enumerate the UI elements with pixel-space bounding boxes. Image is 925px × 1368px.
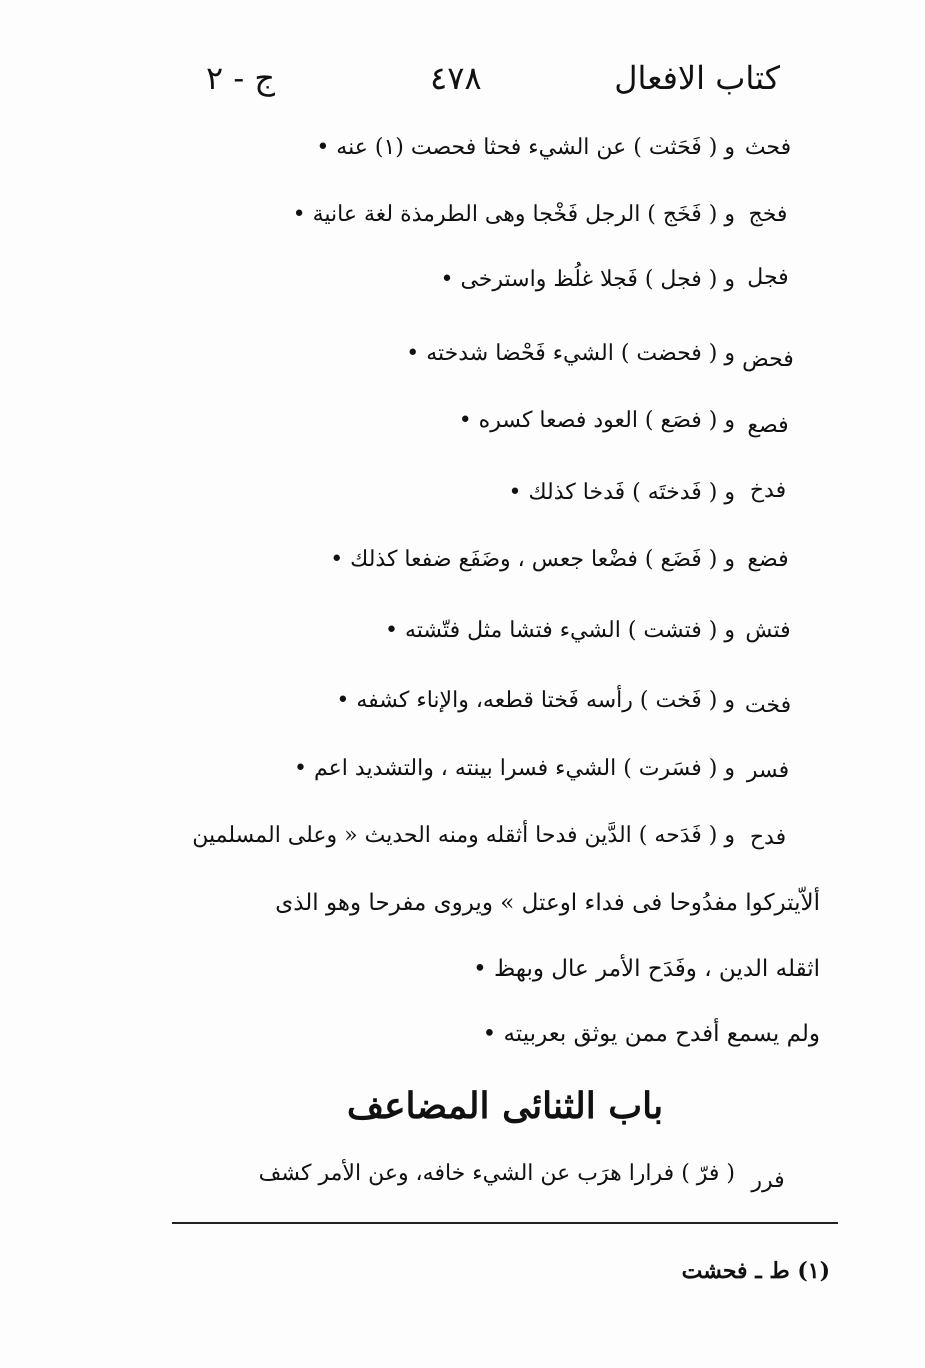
chapter-heading: باب الثنائى المضاعف — [346, 1085, 664, 1127]
book-title: كتاب الافعال — [614, 59, 780, 97]
entry-text: و ( فسَرت ) الشيء فسرا بينته ، والتشديد اعم • — [294, 756, 735, 781]
entry-text: ( فرّ ) فرارا هرَب عن الشيء خافه، وعن الأمر كشف — [258, 1161, 735, 1186]
entry-headword: فرر — [751, 1168, 785, 1193]
entry-text: و ( فَخت ) رأسه فَختا قطعه، والإناء كشفه • — [336, 688, 735, 713]
entry-headword: فدخ — [749, 478, 787, 503]
entry-text: و ( فحضت ) الشيء فَحْضا شدخته • — [406, 341, 735, 366]
entry-text: و ( فَدَحه ) الدَّين فدحا أثقله ومنه الحديث « وعلى المسلمين — [192, 823, 735, 848]
volume-number: ج - ٢ — [206, 59, 275, 97]
entry-headword: فحض — [742, 347, 794, 372]
entry-headword: فتش — [745, 618, 791, 643]
continuation-line: اثقله الدين ، وفَدَح الأمر عال وبهظ • — [473, 956, 820, 982]
entry-text: و ( فصَع ) العود فصعا كسره • — [458, 408, 735, 433]
entry-headword: فضع — [747, 547, 789, 572]
entry-headword: فجل — [747, 265, 789, 290]
entry-headword: فصع — [747, 413, 789, 438]
entry-text: و ( فجل ) فَجلا غلُظ واسترخى • — [440, 267, 735, 292]
footnote-divider — [172, 1222, 838, 1224]
entry-headword: فسر — [746, 758, 790, 783]
entry-headword: فخج — [748, 202, 788, 227]
entry-text: و ( فتشت ) الشيء فتشا مثل فتّشته • — [384, 618, 735, 643]
entry-text: و ( فَخَج ) الرجل فَخْجا وهى الطرمذة لغة عانية • — [292, 202, 735, 227]
continuation-line: ألاّيتركوا مفدُوحا فى فداء اوعتل » ويروى مفرحا وهو الذى — [275, 890, 820, 916]
footnote: (١) ط ـ فحشت — [681, 1258, 830, 1284]
entry-text: و ( فَحَثت ) عن الشيء فحثا فحصت (١) عنه • — [316, 135, 735, 160]
entry-headword: فحث — [744, 135, 792, 160]
entry-text: و ( فَضَع ) فضْعا جعس ، وضَفَع ضفعا كذلك • — [330, 547, 735, 572]
continuation-line: ولم يسمع أفدح ممن يوثق بعربيته • — [482, 1021, 820, 1047]
entry-headword: فخت — [744, 693, 792, 718]
entry-headword: فدح — [749, 825, 787, 850]
page-number: ٤٧٨ — [430, 59, 482, 97]
entry-text: و ( فَدختَه ) فَدخا كذلك • — [508, 480, 735, 505]
